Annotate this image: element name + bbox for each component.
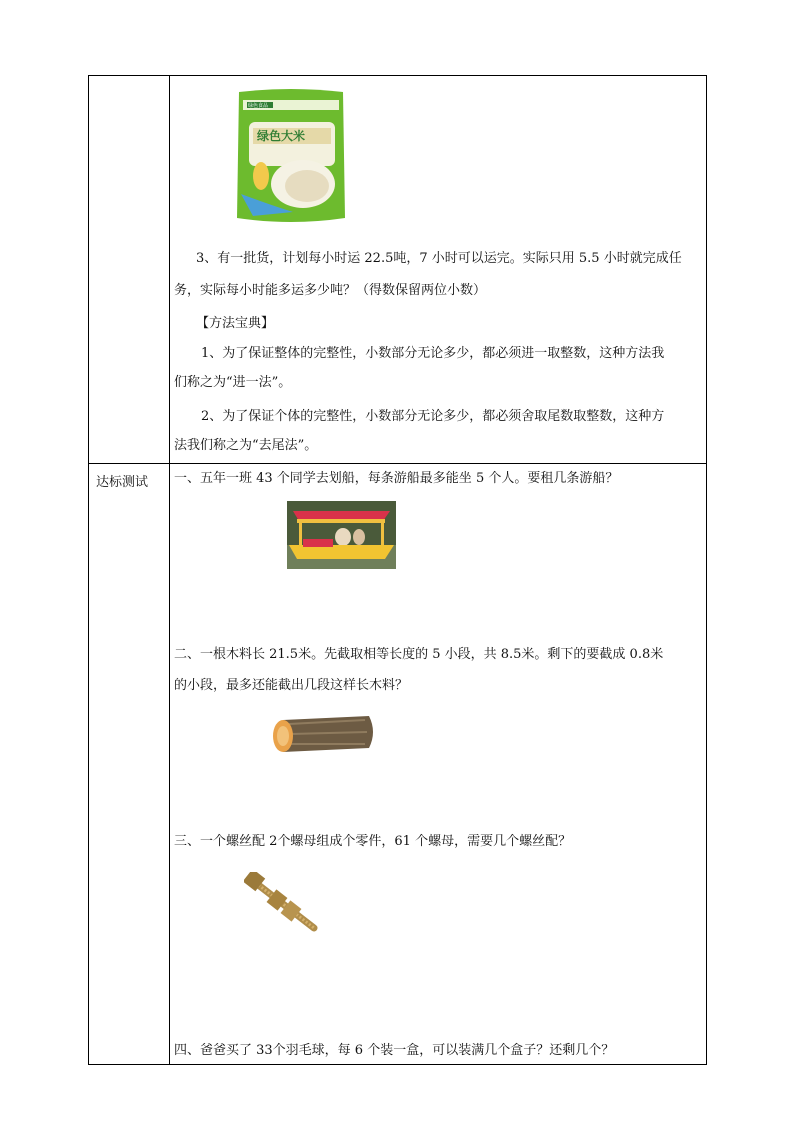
question-1: 一、五年一班 43 个同学去划船，每条游船最多能坐 5 个人。要租几条游船？ [174,471,619,486]
method-item2-line2: 法我们称之为“去尾法”。 [174,438,318,453]
method-item2-line1: 2、为了保证个体的完整性，小数部分无论多少，都必须舍取尾数取整数，这种方 [201,409,665,424]
rice-bag-badge: 绿色食品 [248,103,269,109]
problem3-line2: 务，实际每小时能多运多少吨？（得数保留两位小数） [174,283,487,298]
question-4: 四、爸爸买了 33个羽毛球，每 6 个装一盒，可以装满几个盒子？还剩几个？ [174,1043,615,1058]
question-3: 三、一个螺丝配 2个螺母组成个零件，61 个螺母，需要几个螺丝配？ [174,834,572,849]
section-label-test: 达标测试 [96,475,149,490]
rice-bag-brand: 绿色大米 [257,129,306,143]
boat-image [287,501,396,569]
question-2-line2: 的小段，最多还能截出几段这样长木料？ [174,678,409,693]
bolt-nut-image [244,872,322,938]
method-item1-line1: 1、为了保证整体的完整性，小数部分无论多少，都必须进一取整数，这种方法我 [201,346,665,361]
wood-log-image [269,714,377,754]
question-2-line1: 二、一根木料长 21.5米。先截取相等长度的 5 小段，共 8.5米。剩下的要截成 0.8米 [174,647,664,662]
rice-bag-image [233,86,349,226]
method-title: 【方法宝典】 [196,316,275,331]
worksheet-table [88,75,707,1065]
column-divider [169,76,170,1064]
problem3-line1: 3、有一批货，计划每小时运 22.5吨，7 小时可以运完。实际只用 5.5 小时就完成任 [196,251,682,266]
method-item1-line2: 们称之为“进一法”。 [174,375,292,390]
row-divider [89,463,706,464]
